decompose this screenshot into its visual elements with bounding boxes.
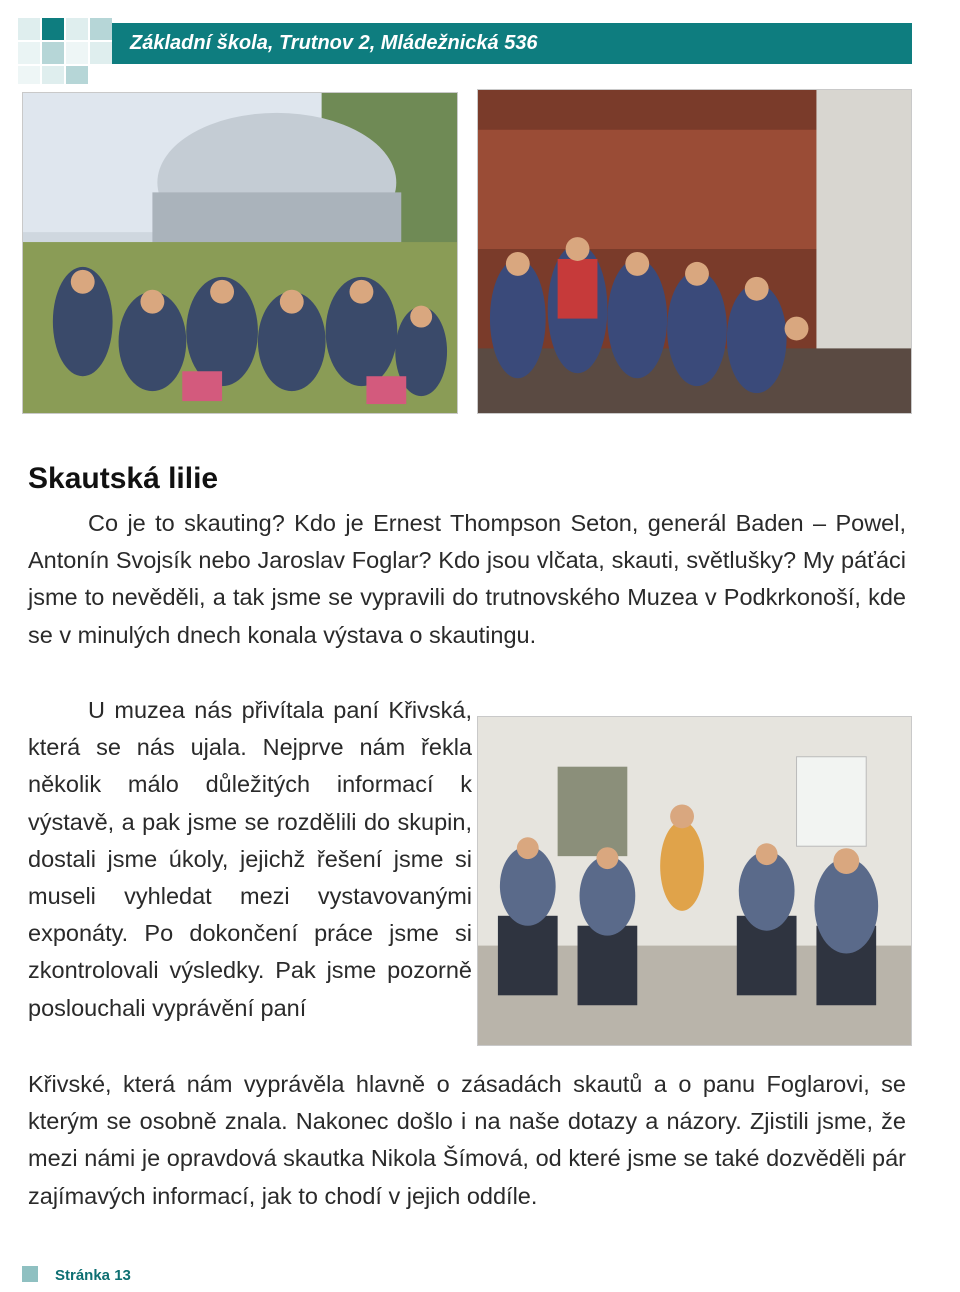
group-photo-planetarium	[22, 92, 458, 414]
photo-icon	[23, 93, 457, 413]
article-paragraph: U muzea nás přivítala paní Křivská, která se nás ujala. Nejprve nám řekla několik málo důležitých informací k výstavě, a pak jsme se rozdělili do skupin, dostali jsme úkoly, jejichž řešení jsme si museli vyhledat mezi vystavovanými exponáty. Po dokončení práce jsme si zkontrolovali výsledky. Pak jsme pozorně poslouchali vyprávění paní	[28, 697, 472, 1021]
group-photo-observatory	[477, 89, 912, 414]
photo-icon	[478, 90, 911, 413]
article-paragraph: Co je to skauting? Kdo je Ernest Thompson Seton, generál Baden – Powel, Antonín Svojsík nebo Jaroslav Foglar? Kdo jsou vlčata, skauti, světlušky? My páťáci jsme to nevěděli, a tak jsme se vypravili do trutnovského Muzea v Podkrkonoší, kde se v minulých dnech konala výstava o skautingu.	[28, 510, 906, 648]
school-header	[112, 23, 912, 64]
page-number: Stránka 13	[55, 1267, 131, 1284]
footer-square-icon	[22, 1266, 38, 1282]
article-title: Skautská lilie	[28, 462, 219, 495]
article-paragraph: Křivské, která nám vyprávěla hlavně o zásadách skautů a o panu Foglarovi, se kterým se osobně znala. Nakonec došlo i na naše dotazy a názory. Zjistili jsme, že mezi námi je opravdová skautka Nikola Šímová, od které jsme se také dozvěděli pár zajímavých informací, jak to chodí v jejich oddíle.	[28, 1071, 906, 1209]
school-name: Základní škola, Trutnov 2, Mládežnická 536	[130, 32, 538, 54]
class-photo-museum	[477, 716, 912, 1046]
photo-icon	[478, 717, 911, 1045]
